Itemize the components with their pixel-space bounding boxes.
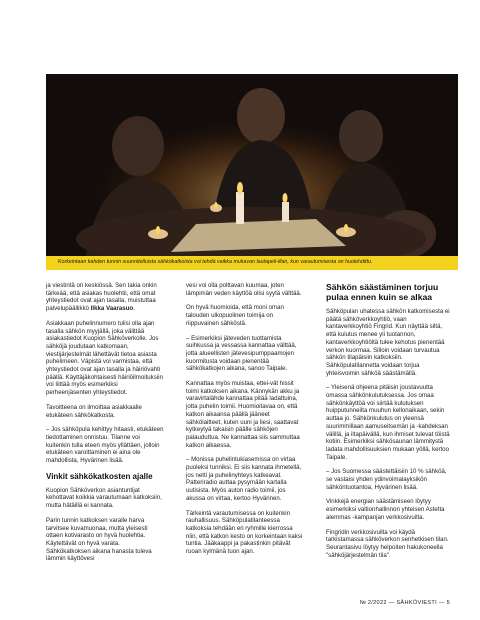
- paragraph: On hyvä huomioida, että moni oman talouden ulkopuolinen toimija on riippuvainen sähköstä.: [186, 304, 284, 327]
- paragraph: Parin tunnin katkoksen varalle harva tarvitsee kuvamuonaa, mutta yleisesti ottaen kotivarasto on hyvä huolehtia. Käytettävät on hyvä varata. Sähkökatkoksen aikana hanasta tuleva lämmin käyttövesi: [46, 516, 152, 563]
- paragraph: – Esimerkiksi jäteveden tuottamista suihkussa ja vessassa kannattaa välttää, jotta alueellisten jätevesipumppaamojen kuormitusta voidaan pienentää sähkökatkojen aikana, sanoo Taipale.: [186, 334, 297, 373]
- paragraph: – Monissa puhelintukiasemissa on virtaa puoleksi tunniksi. Ei siis kannata ihmetellä, jos netti ja puhelinyhteys katkeavat. Patteriradio auttaa pysymään kartalla uutisista. Myös auton radio toimii, jos akussa on virtaa, kertoo Hyvärinen.: [186, 456, 302, 502]
- paragraph: Sähköpulan uhatessa sähkön katkomisesta ei päätä sähköverkkoyhtiö, vaan kantaverkkoyhtiö Fingrid. Kun näyttää siltä, että kulutus menee yli tuotannon, kantaverkkoyhtiöltä tulee kehotus pienentää verkon kuormaa. Silloin voidaan turvautua sähkön tilapäisiin katkoksiin. Sähköpulatilannetta voidaan torjua yhteisvoimin sähköä säästämällä.: [326, 308, 450, 377]
- section-heading-tips: Vinkit sähkökatkosten ajalle: [46, 471, 153, 481]
- paragraph: ja viestintä on keskiössä. Sen takia onkin tärkeää, että asiakas huolehtii, että omat yhteystiedot ovat ajan tasalla, muistuttaa palvelupäällikkö Ilkka Vaarasuo.: [46, 282, 157, 313]
- photo-illustration: [46, 74, 458, 256]
- paragraph: Asiakkaan puhelinnumero tulisi olla ajan tasalla sähkön myyjällä, joka välittää asiakastiedot Kuopion Sähköverkolle. Jos sähköjä joudutaan katkomaan, viestijärjestelmät lähettävät tietoa asiasta puhelimeen. Väpistä voi varmistaa, että yhteystiedot ovat ajan tasalla ja häiriövahti päällä. Käyttäjäkohtaisesti häiriöilmoituksiin voi liittää myös esimerkiksi perheenjäsenten yhteystiedot.: [46, 319, 163, 397]
- candlelit-boardgame-photo: [46, 74, 458, 256]
- paragraph: – Yleisenä ohjeena pitäisin joustavuutta omassa sähkönkulutuksessa. Jos omaa sähkönkäyttöä voi siirtää kulutuksen huipputunneilta muuhun kellonaikaan, sekin auttaa jo. Sähkönkulutus on yleensä suurimmillaan aamuseitsemän ja -kahdeksan välillä, ja iltapäivällä, kun ihmiset tulevat töistä kotiin. Esimerkiksi sähkösaunan lämmitystä ladata mahdollisuuksien mukaan yöllä, kertoo Taipale.: [326, 384, 450, 461]
- article-column-2: [186, 282, 304, 563]
- photo-caption: Korkeintaan kahden tunnin suunnitelluista sähkökatkoista voi tehdä vaikka mukavan lautapeli-illan, kun varautumisesta on huolehdittu.: [58, 259, 373, 265]
- article-column-3: [326, 282, 450, 566]
- paragraph: Tavoitteena on ilmoittaa asiakkaalle etukäteen sähkökatkosta.: [46, 403, 142, 419]
- page-footer: № 2/2022 — SÄHKÖVIESTI — 5: [359, 600, 450, 606]
- paragraph: Kuopion Sähköverkon asiantuntijat kehottavat koikkia varautumaan katkoksiin, mutta hätäillä ei kannata.: [46, 486, 162, 510]
- person-name: Ilkka Vaarasuo: [90, 305, 134, 313]
- paragraph: Kannattaa myös muistaa, ettei-vät hissit toimi katkoksen aikana. Kännykän akku ja varavirtalähde kannattaa pitää ladattuina, jotta puhelin toimii. Huomioitavaa on, että katkon aikaansa päällä jääneet sähkölaitteet, kuten uuni ja liesi, saattavat kytkeytyä takaisin päälle sähköjen palauduttua. Ne kannattaa siis sammuttaa katkon alkaessa.: [186, 380, 300, 449]
- paragraph: Vinkkejä energian säästämiseen löytyy esimerkiksi valtionhallinnon yhteisen Astetta alemmas -kampanjan verkkosivuilta.: [326, 498, 445, 521]
- paragraph: – Jos Suomessa säästettäisiin 10 % sähköä, se vastaisi yhden ydinvoimalayksikön sähköntuotantoa, Hyvärinen lisää.: [326, 468, 447, 491]
- article-column-1: [46, 282, 164, 570]
- paragraph: Tärkeintä varautumisessa on kuitenkin rauhallisuus. Sähköpulatilanteessa katkoksia tehdään eri ryhmille kierrossa niin, että katkon kesto on korkeintaan kaksi tuntia. Jääkaappi ja pakastinkin pitävät ruoan kylmänä tuon ajan.: [186, 509, 303, 556]
- paragraph: Fingridin verkkosivuilta voi käydä tarkistamassa sähköverkon senhetkisen tilan. Seurantasivu löytyy helpoiten hakukoneella "sähköjärjestelmän tila".: [326, 528, 449, 559]
- section-heading-saving: Sähkön säästäminen torjuu pulaa ennen kuin se alkaa: [326, 282, 439, 302]
- paragraph: vesi voi olla polttavan kuumaa, joten lämpimän veden käyttöä olisi syytä välttää.: [186, 282, 302, 297]
- paragraph: – Jos sähköpula kehittyy hitaasti, etukäteen tiedottaminen onnistuu. Tilanne voi kuitenkin tulla eteen myös yllättäen, jolloin etukäteen varoittaminen ei aina ole mahdollista, Hyvärinen lisää.: [46, 426, 164, 465]
